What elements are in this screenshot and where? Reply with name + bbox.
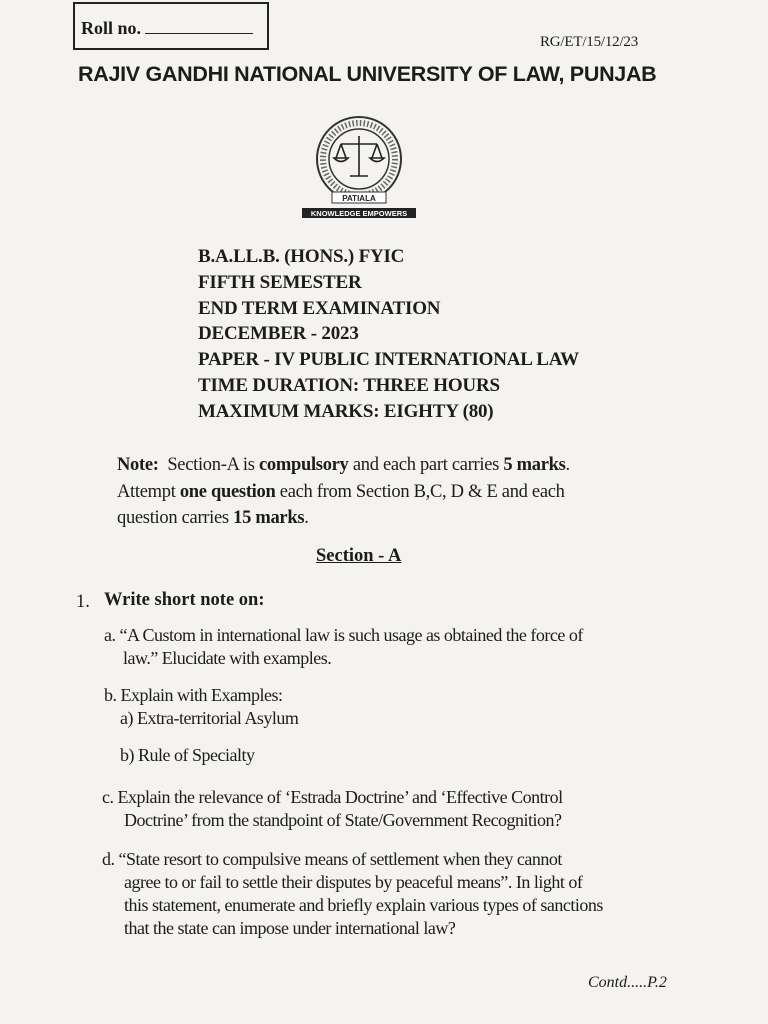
- note-line-3: [117, 505, 677, 532]
- note-text: Section-A is: [167, 455, 259, 475]
- part-b-subitem: a) Extra-territorial Asylum: [120, 708, 299, 728]
- note-emphasis: 5 marks: [503, 455, 566, 475]
- note-text: each from Section B,C, D & E and each: [275, 481, 565, 502]
- semester: FIFTH SEMESTER: [198, 271, 362, 293]
- part-a: [104, 624, 583, 670]
- question-number: 1.: [76, 592, 90, 612]
- part-c: [102, 786, 563, 832]
- logo-motto-text: KNOWLEDGE EMPOWERS: [310, 209, 408, 218]
- note-emphasis: 15 marks: [233, 508, 305, 528]
- part-d-line: this statement, enumerate and briefly explain various types of sanctions: [124, 895, 603, 915]
- university-logo: [296, 112, 422, 222]
- note-text: question carries: [117, 508, 234, 528]
- part-c-line: c. Explain the relevance of ‘Estrada Doctrine’ and ‘Effective Control: [102, 787, 563, 807]
- note-label: Note:: [117, 455, 159, 475]
- time-duration: TIME DURATION: THREE HOURS: [198, 374, 500, 396]
- exam-date: DECEMBER - 2023: [198, 323, 359, 345]
- note-text: Attempt: [117, 481, 180, 502]
- note-emphasis: one question: [179, 481, 276, 502]
- part-d-line: d. “State resort to compulsive means of settlement when they cannot: [102, 849, 562, 869]
- section-heading: Section - A: [316, 546, 402, 566]
- part-c-line: Doctrine’ from the standpoint of State/Government Recognition?: [124, 810, 562, 830]
- university-name: RAJIV GANDHI NATIONAL UNIVERSITY OF LAW, PUNJAB: [78, 62, 657, 86]
- part-a-line: a. “A Custom in international law is such usage as obtained the force of: [104, 625, 583, 645]
- part-d: [102, 848, 603, 940]
- note-line-1: [117, 452, 677, 479]
- paper-title: PAPER - IV PUBLIC INTERNATIONAL LAW: [198, 349, 579, 371]
- maximum-marks: MAXIMUM MARKS: EIGHTY (80): [198, 400, 494, 422]
- part-a-line: law.” Elucidate with examples.: [123, 648, 332, 668]
- note-text: .: [565, 455, 570, 475]
- course-name: B.A.LL.B. (HONS.) FYIC: [198, 246, 405, 267]
- paper-reference-code: RG/ET/15/12/23: [540, 34, 639, 50]
- note-text: .: [304, 508, 309, 528]
- part-b-subitem: b) Rule of Specialty: [120, 745, 255, 765]
- exam-details: [198, 244, 579, 425]
- part-b: [104, 684, 298, 767]
- logo-place-text: PATIALA: [342, 194, 376, 203]
- part-d-line: that the state can impose under international law?: [124, 918, 456, 938]
- part-b-line: b. Explain with Examples:: [104, 685, 283, 705]
- roll-number-blank: [145, 19, 253, 34]
- roll-number-box: [73, 2, 269, 50]
- scales-of-justice-icon: [334, 136, 384, 176]
- instructions-note: [117, 452, 677, 532]
- note-text: and each part carries: [348, 455, 504, 475]
- continued-marker: Contd.....P.2: [588, 974, 667, 991]
- part-d-line: agree to or fail to settle their disputes by peaceful means”. In light of: [124, 872, 583, 892]
- note-emphasis: compulsory: [259, 455, 349, 475]
- exam-type: END TERM EXAMINATION: [198, 297, 441, 319]
- roll-number-label: Roll no.: [81, 18, 142, 38]
- note-line-2: [117, 479, 677, 506]
- question-heading: Write short note on:: [104, 590, 265, 610]
